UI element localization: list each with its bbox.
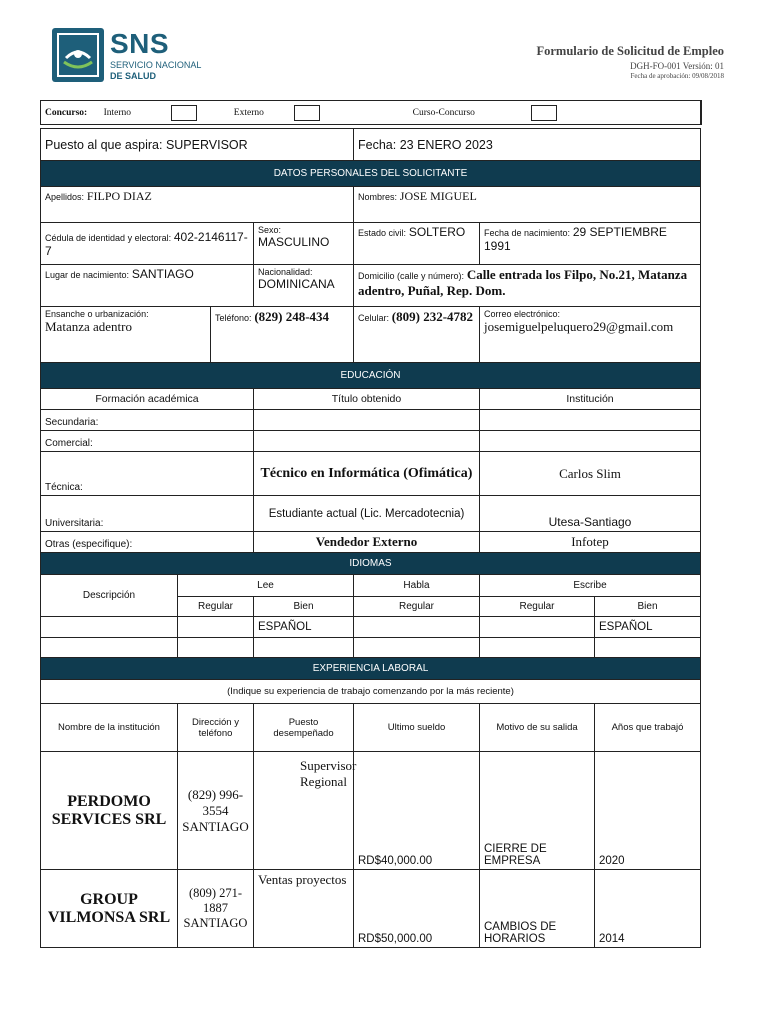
lang-cell — [354, 638, 480, 658]
lang-cell — [354, 617, 480, 638]
concurso-table — [40, 100, 702, 125]
apellidos-value: FILPO DIAZ — [86, 189, 152, 203]
exp-header-direccion: Dirección y teléfono — [178, 704, 254, 752]
concurso-label: Concurso: — [45, 107, 88, 118]
apellidos-label: Apellidos: — [45, 192, 85, 202]
edu-institucion-universitaria: Utesa-Santiago — [480, 496, 701, 532]
exp-header-motivo: Motivo de su salida — [480, 704, 595, 752]
section-datos-personales: DATOS PERSONALES DEL SOLICITANTE — [41, 161, 701, 187]
interno-checkbox[interactable] — [171, 105, 197, 121]
lang-sub-escribe-bien: Bien — [595, 597, 701, 617]
edu-titulo-secundaria — [254, 410, 480, 431]
ensanche-label: Ensanche o urbanización: — [45, 309, 149, 319]
lang-header-lee: Lee — [178, 575, 354, 597]
correo-label: Correo electrónico: — [484, 309, 561, 319]
nacionalidad-label: Nacionalidad: — [258, 267, 313, 277]
section-idiomas: IDIOMAS — [41, 553, 701, 575]
estado-civil-value: SOLTERO — [408, 225, 466, 239]
table-row — [41, 431, 701, 452]
edu-titulo-otras: Vendedor Externo — [254, 532, 480, 553]
form-header — [537, 44, 725, 80]
lang-header-habla: Habla — [354, 575, 480, 597]
logo-subtitle-1: SERVICIO NACIONAL — [110, 60, 202, 70]
edu-titulo-comercial — [254, 431, 480, 452]
lugar-nacimiento-value: SANTIAGO — [131, 267, 194, 281]
exp-motivo: CIERRE DE EMPRESA — [480, 752, 595, 870]
estado-civil-label: Estado civil: — [358, 228, 407, 238]
interno-label: Interno — [103, 107, 132, 118]
fecha-nacimiento-label: Fecha de nacimiento: — [484, 228, 571, 238]
domicilio-label: Domicilio (calle y número): — [358, 271, 465, 281]
fecha-label: Fecha: — [358, 137, 397, 152]
externo-checkbox[interactable] — [294, 105, 320, 121]
lang-header-descripcion: Descripción — [41, 575, 178, 617]
section-educacion: EDUCACIÓN — [41, 363, 701, 389]
sns-emblem-icon — [52, 28, 104, 82]
lang-cell: ESPAÑOL — [254, 617, 354, 638]
exp-header-anios: Años que trabajó — [595, 704, 701, 752]
edu-institucion-tecnica: Carlos Slim — [480, 452, 701, 496]
lang-cell — [254, 638, 354, 658]
table-row — [41, 870, 701, 948]
edu-label-comercial: Comercial: — [41, 431, 254, 452]
table-row — [41, 638, 701, 658]
application-form-table — [40, 128, 701, 948]
lang-cell — [41, 617, 178, 638]
sexo-label: Sexo: — [258, 225, 282, 235]
exp-institucion: GROUP VILMONSA SRL — [41, 870, 178, 948]
sexo-value: MASCULINO — [258, 235, 330, 249]
edu-header-titulo: Título obtenido — [254, 389, 480, 410]
logo-text: SNS — [110, 28, 170, 59]
exp-anio: 2020 — [595, 752, 701, 870]
form-title: Formulario de Solicitud de Empleo — [536, 44, 724, 58]
telefono-value: (829) 248-434 — [254, 309, 330, 324]
celular-label: Celular: — [358, 313, 390, 323]
exp-header-puesto: Puesto desempeñado — [254, 704, 354, 752]
table-row — [41, 496, 701, 532]
edu-institucion-otras: Infotep — [480, 532, 701, 553]
lang-cell — [41, 638, 178, 658]
sns-logo — [52, 28, 212, 84]
lang-sub-escribe-regular: Regular — [480, 597, 595, 617]
table-row — [41, 410, 701, 431]
correo-value: josemiguelpeluquero29@gmail.com — [484, 319, 674, 334]
domicilio-value: Calle entrada los Filpo, No.21, Matanza adentro, Puñal, Rep. Dom. — [358, 267, 688, 298]
exp-sueldo: RD$50,000.00 — [354, 870, 480, 948]
exp-header-institucion: Nombre de la institución — [41, 704, 178, 752]
lang-cell — [178, 638, 254, 658]
curso-concurso-checkbox[interactable] — [531, 105, 557, 121]
edu-label-otras: Otras (especifique): — [41, 532, 254, 553]
nombres-label: Nombres: — [358, 192, 398, 202]
fecha-nacimiento-value: 29 SEPTIEMBRE 1991 — [484, 225, 667, 253]
curso-concurso-label: Curso-Concurso — [412, 107, 475, 118]
edu-header-institucion: Institución — [480, 389, 701, 410]
lang-cell — [178, 617, 254, 638]
edu-institucion-comercial — [480, 431, 701, 452]
edu-titulo-tecnica: Técnico en Informática (Ofimática) — [254, 452, 480, 496]
edu-institucion-secundaria — [480, 410, 701, 431]
exp-sueldo: RD$40,000.00 — [354, 752, 480, 870]
lang-cell — [480, 638, 595, 658]
table-row — [41, 452, 701, 496]
nacionalidad-value: DOMINICANA — [258, 277, 335, 291]
exp-institucion: PERDOMO SERVICES SRL — [41, 752, 178, 870]
fecha-value: 23 ENERO 2023 — [399, 137, 493, 152]
logo-subtitle-2: DE SALUD — [110, 71, 157, 81]
puesto-value: SUPERVISOR — [165, 137, 248, 152]
table-row — [41, 532, 701, 553]
lang-cell — [595, 638, 701, 658]
exp-header-sueldo: Ultimo sueldo — [354, 704, 480, 752]
form-code: DGH-FO-001 Versión: 01 — [630, 61, 724, 71]
nombres-value: JOSE MIGUEL — [399, 189, 477, 203]
lang-sub-lee-bien: Bien — [254, 597, 354, 617]
edu-label-universitaria: Universitaria: — [41, 496, 254, 532]
edu-header-formacion: Formación académica — [41, 389, 254, 410]
cedula-value: 402-2146117-7 — [45, 229, 248, 258]
lang-sub-habla-regular: Regular — [354, 597, 480, 617]
externo-label: Externo — [233, 107, 264, 118]
cedula-label: Cédula de identidad y electoral: — [45, 232, 172, 243]
telefono-label: Teléfono: — [215, 313, 252, 323]
lang-cell: ESPAÑOL — [595, 617, 701, 638]
lugar-nacimiento-label: Lugar de nacimiento: — [45, 270, 130, 280]
experience-note: (Indique su experiencia de trabajo comenzando por la más reciente) — [41, 680, 701, 704]
celular-value: (809) 232-4782 — [391, 309, 474, 324]
exp-anio: 2014 — [595, 870, 701, 948]
exp-puesto: Supervisor Regional — [254, 752, 354, 870]
exp-puesto: Ventas proyectos — [254, 870, 354, 948]
edu-label-tecnica: Técnica: — [41, 452, 254, 496]
table-row — [41, 617, 701, 638]
table-row — [41, 752, 701, 870]
edu-titulo-universitaria: Estudiante actual (Lic. Mercadotecnia) — [254, 496, 480, 532]
exp-direccion: (829) 996-3554 SANTIAGO — [178, 752, 254, 870]
lang-header-escribe: Escribe — [480, 575, 701, 597]
lang-sub-lee-regular: Regular — [178, 597, 254, 617]
puesto-label: Puesto al que aspira: — [45, 137, 163, 152]
exp-direccion: (809) 271-1887 SANTIAGO — [178, 870, 254, 948]
exp-motivo: CAMBIOS DE HORARIOS — [480, 870, 595, 948]
edu-label-secundaria: Secundaria: — [41, 410, 254, 431]
approval-date: Fecha de aprobación: 09/08/2018 — [630, 72, 724, 80]
ensanche-value: Matanza adentro — [45, 319, 132, 334]
section-experiencia: EXPERIENCIA LABORAL — [41, 658, 701, 680]
lang-cell — [480, 617, 595, 638]
